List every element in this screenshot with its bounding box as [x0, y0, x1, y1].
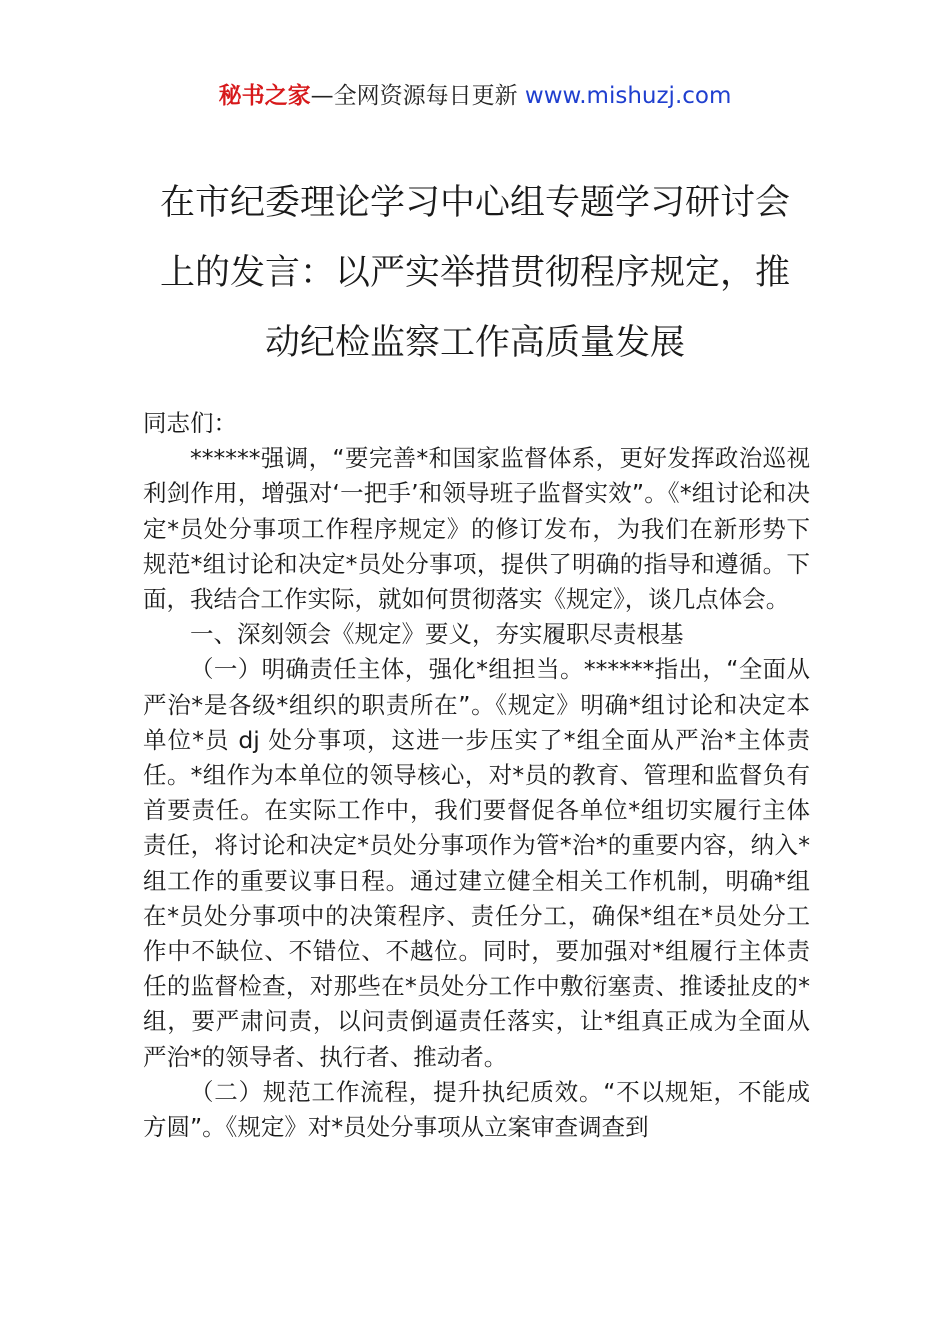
- site-url-link[interactable]: www.mishuzj.com: [524, 83, 732, 109]
- salutation: 同志们：: [143, 409, 237, 437]
- section-heading: 一、深刻领会《规定》要义，夯实履职尽责根基: [190, 620, 684, 649]
- site-brand: 秘书之家: [218, 83, 311, 109]
- body-paragraph: ******强调，“要完善*和国家监督体系，更好发挥政治巡视利剑作用，增强对‘一把手’和领导班子监督实效”。《*组讨论和决定*员处分事项工作程序规定》的修订发布，为我们在新形势下规范*组讨论和决定*员处分事项，提供了明确的指导和遵循。下面，我结合工作实际，就如何贯彻落实《规定》，谈几点体会。: [143, 444, 810, 614]
- body-paragraph: （二）规范工作流程，提升执纪质效。“不以规矩，不能成方圆”。《规定》对*员处分事项从立案审查调查到: [143, 1077, 810, 1142]
- document-title: 在市纪委理论学习中心组专题学习研讨会上的发言：以严实举措贯彻程序规定，推动纪检监察工作高质量发展: [159, 183, 790, 363]
- document-body: [143, 406, 810, 1145]
- site-tagline: —全网资源每日更新: [310, 83, 525, 109]
- body-paragraph: （一）明确责任主体，强化*组担当。******指出，“全面从严治*是各级*组织的职责所在”。《规定》明确*组讨论和决定本单位*员 dj 处分事项，这进一步压实了*组全面从严治*主体责任。*组作为本单位的领导核心，对*员的教育、管理和监督负有首要责任。在实际工作中，我们要督促各单位*组切实履行主体责任，将讨论和决定*员处分事项作为管*治*的重要内容，纳入*组工作的重要议事日程。通过建立健全相关工作机制，明确*组在*员处分事项中的决策程序、责任分工，确保*组在*员处分工作中不缺位、不错位、不越位。同时，要加强对*组履行主体责任的监督检查，对那些在*员处分工作中敷衍塞责、推诿扯皮的*组，要严肃问责，以问责倒逼责任落实，让*组真正成为全面从严治*的领导者、执行者、推动者。: [143, 655, 810, 1071]
- site-header: [0, 80, 950, 112]
